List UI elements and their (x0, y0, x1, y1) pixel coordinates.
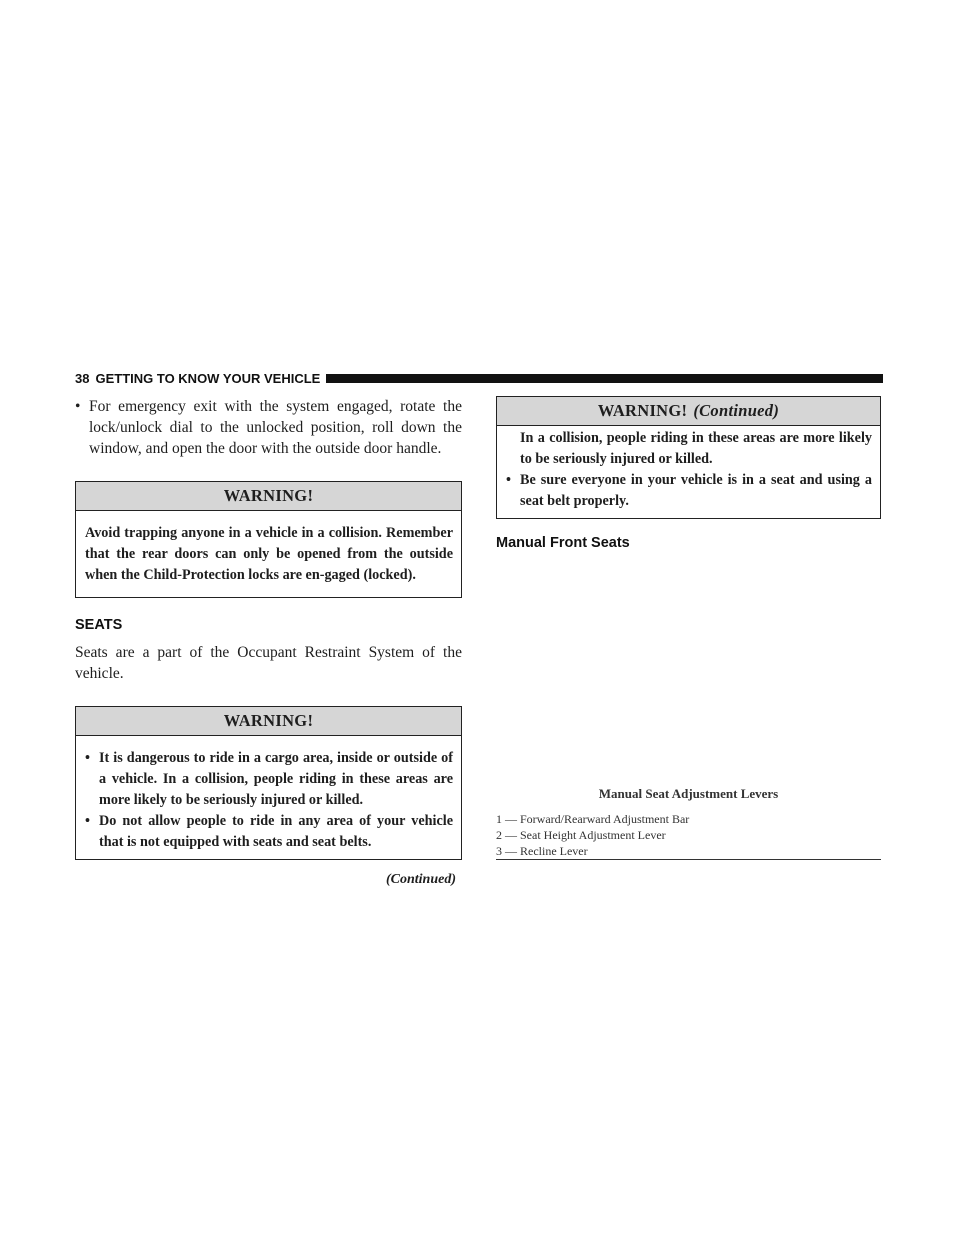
figure-legend (496, 811, 881, 859)
bullet-dot: • (506, 472, 511, 488)
warning-text: Avoid trapping anyone in a vehicle in a collision. Remember that the rear doors can only be opened from the outside when the Child-Protection locks are en-gaged (locked). (85, 525, 453, 583)
bullet-text: Be sure everyone in your vehicle is in a seat and using a seat belt properly. (520, 472, 872, 509)
warning-lead-text: In a collision, people riding in these areas are more likely to be seriously injured or killed. (520, 430, 872, 467)
right-column (496, 396, 881, 551)
legend-item: 1 — Forward/Rearward Adjustment Bar (496, 812, 690, 826)
bullet-text: For emergency exit with the system engaged, rotate the lock/unlock dial to the unlocked position, roll down the window, and open the door with the outside door handle. (89, 398, 462, 457)
legend-rule (496, 859, 881, 860)
warning-title: WARNING! (76, 482, 461, 511)
figure-caption: Manual Seat Adjustment Levers (598, 786, 779, 801)
seats-paragraph: Seats are a part of the Occupant Restraint System of the vehicle. (75, 644, 462, 682)
warning-title: WARNING! (597, 401, 688, 420)
bullet-dot: • (85, 750, 90, 766)
bullet-dot: • (85, 813, 90, 829)
warning-title: WARNING! (76, 707, 461, 736)
seat-figure (496, 543, 881, 775)
manual-front-seats-heading: Manual Front Seats (496, 535, 630, 551)
warning-box-cargo (75, 706, 462, 860)
page-header (75, 370, 883, 386)
warning-title-continued (497, 397, 880, 426)
warning-bullet (85, 811, 453, 853)
bullet-text: It is dangerous to ride in a cargo area, inside or outside of a vehicle. In a collision, people riding in these areas are more likely to be seriously injured or killed. (99, 750, 453, 808)
warning-box-continued (496, 396, 881, 519)
section-title: GETTING TO KNOW YOUR VEHICLE (95, 370, 321, 386)
seats-heading: SEATS (75, 617, 123, 633)
warning-bullet (85, 748, 453, 811)
continued-suffix: (Continued) (693, 401, 780, 420)
continued-label: (Continued) (385, 872, 456, 887)
warning-continued-body (497, 426, 880, 518)
left-column (75, 396, 462, 888)
bullet-text: Do not allow people to ride in any area of your vehicle that is not equipped with seats and seat belts. (99, 813, 453, 850)
page-number: 38 (75, 370, 90, 386)
warning-bullets (76, 736, 461, 859)
emergency-exit-bullet (75, 396, 462, 459)
warning-box-doors (75, 481, 462, 598)
legend-item: 3 — Recline Lever (496, 844, 588, 858)
warning-bullet (506, 470, 872, 512)
header-rule (326, 374, 883, 383)
legend-item: 2 — Seat Height Adjustment Lever (496, 828, 666, 842)
bullet-dot: • (75, 398, 81, 415)
